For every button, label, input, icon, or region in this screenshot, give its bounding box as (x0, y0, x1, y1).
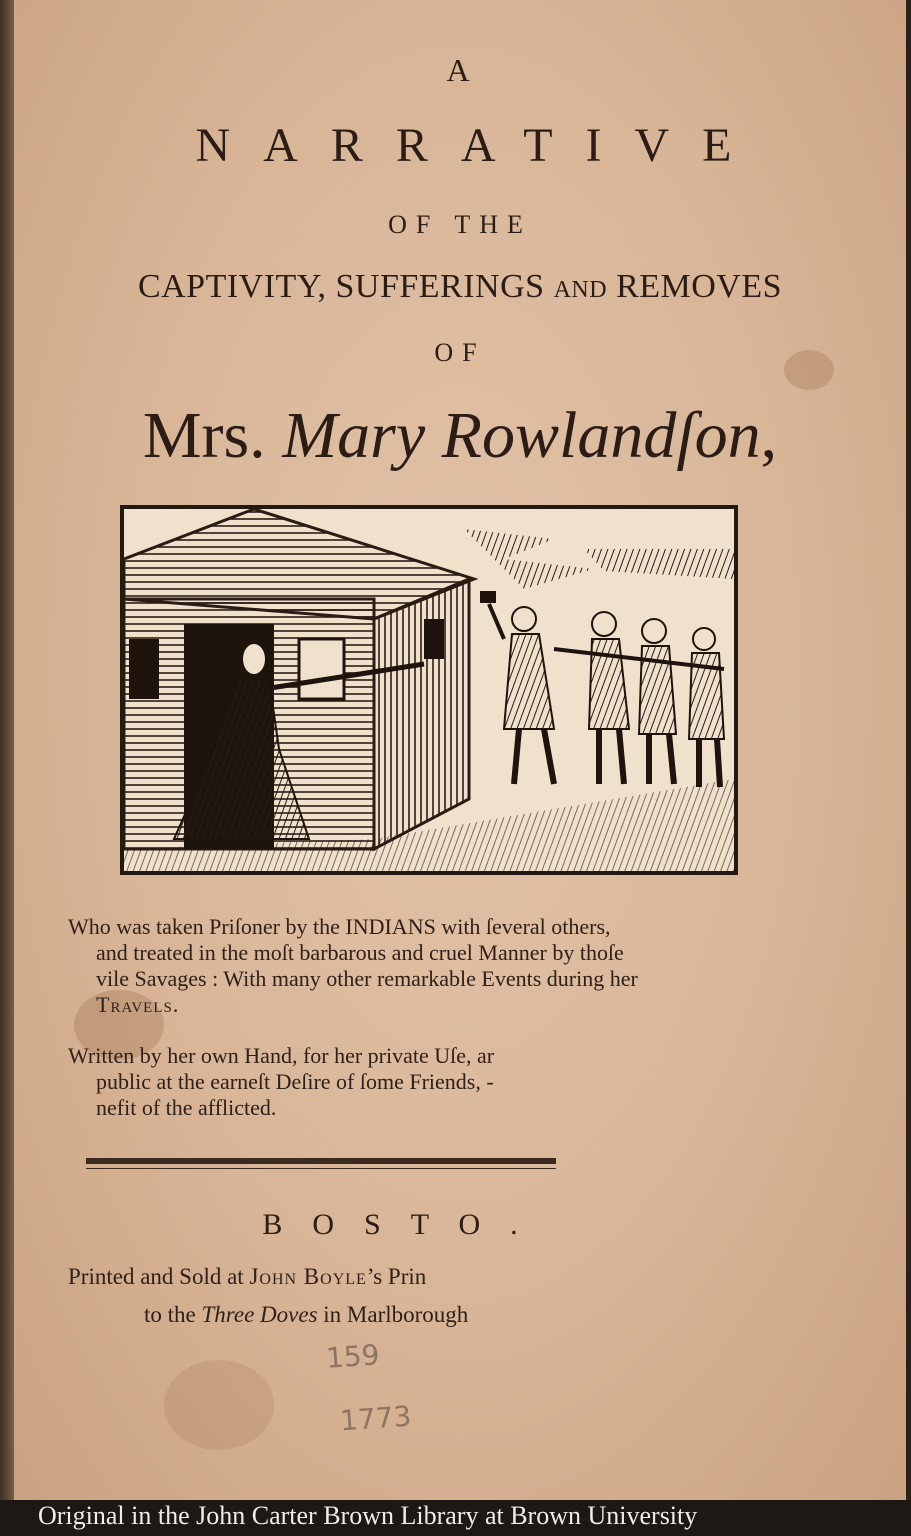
title-captivity-line (14, 268, 906, 306)
imprint-printer: John Boyle (249, 1264, 367, 1289)
figure-leg (669, 734, 674, 784)
rule-thick (86, 1158, 556, 1164)
imprint-shop-sign: Three Doves (201, 1302, 318, 1327)
figure-body (504, 634, 554, 729)
cloud-shape (464, 529, 594, 589)
footer-credit: Original in the John Carter Brown Library at Brown University (38, 1501, 698, 1530)
figure-head (592, 612, 616, 636)
title-article: A (446, 52, 474, 88)
figure-head (512, 607, 536, 631)
paper-stain (164, 1360, 274, 1450)
title-narrative: NARRATIVE (195, 119, 765, 172)
figure-leg (514, 729, 519, 784)
imprint-text: to the (144, 1302, 202, 1327)
pencil-annotation: 159 (324, 1338, 381, 1375)
imprint-city: BOSTO. (262, 1208, 548, 1241)
house-window (129, 639, 159, 699)
hatchet (480, 591, 496, 603)
title-captivity-part1: CAPTIVITY, SUFFERINGS (137, 268, 554, 305)
figure-head (642, 619, 666, 643)
title-name-italic: Mary Rowlandſon (282, 399, 761, 472)
imprint-text: ’s Prin (366, 1264, 427, 1289)
woman-head (242, 643, 266, 675)
title-of-the: OF THE (388, 210, 532, 239)
cloud-shape (584, 549, 734, 579)
imprint-line-1 (68, 1264, 426, 1290)
title-author-name (14, 398, 906, 474)
written-paragraph (68, 1043, 688, 1121)
raised-arm (489, 604, 504, 639)
imprint-text: in Marlborough (317, 1302, 469, 1327)
title-name-mrs: Mrs. (142, 399, 283, 472)
title-captivity-and: AND (553, 277, 608, 303)
subtitle-line: vile Savages : With many other remarkable Events during her (96, 966, 638, 991)
woodcut-illustration (120, 505, 738, 875)
title-captivity-part2: REMOVES (607, 268, 783, 305)
ornamental-rule (86, 1158, 556, 1170)
written-line: nefit of the afflicted. (96, 1095, 277, 1120)
rule-thin (86, 1168, 556, 1169)
written-line: public at the earneſt Deſire of ſome Friends, - (96, 1069, 494, 1094)
imprint-text: Printed and Sold at (68, 1264, 250, 1289)
house-window (424, 619, 444, 659)
figure-leg (717, 739, 720, 787)
subtitle-paragraph (68, 914, 848, 1018)
title-of: OF (434, 338, 486, 367)
figure-leg (619, 729, 624, 784)
subtitle-line: Who was taken Priſoner by the INDIANS with ſeveral others, (68, 914, 611, 939)
title-page (14, 0, 906, 1500)
house-side-wall (374, 579, 469, 849)
title-name-comma: , (760, 399, 778, 472)
subtitle-line: Travels. (96, 992, 180, 1017)
figure-leg (544, 729, 554, 784)
book-spine-edge (0, 0, 14, 1500)
subtitle-line: and treated in the moſt barbarous and cruel Manner by thoſe (96, 940, 624, 965)
figure-head (693, 628, 715, 650)
house-window (299, 639, 344, 699)
imprint-line-2 (144, 1302, 468, 1328)
written-line: Written by her own Hand, for her private Uſe, ar (68, 1043, 495, 1068)
pencil-annotation: 1773 (338, 1399, 413, 1438)
